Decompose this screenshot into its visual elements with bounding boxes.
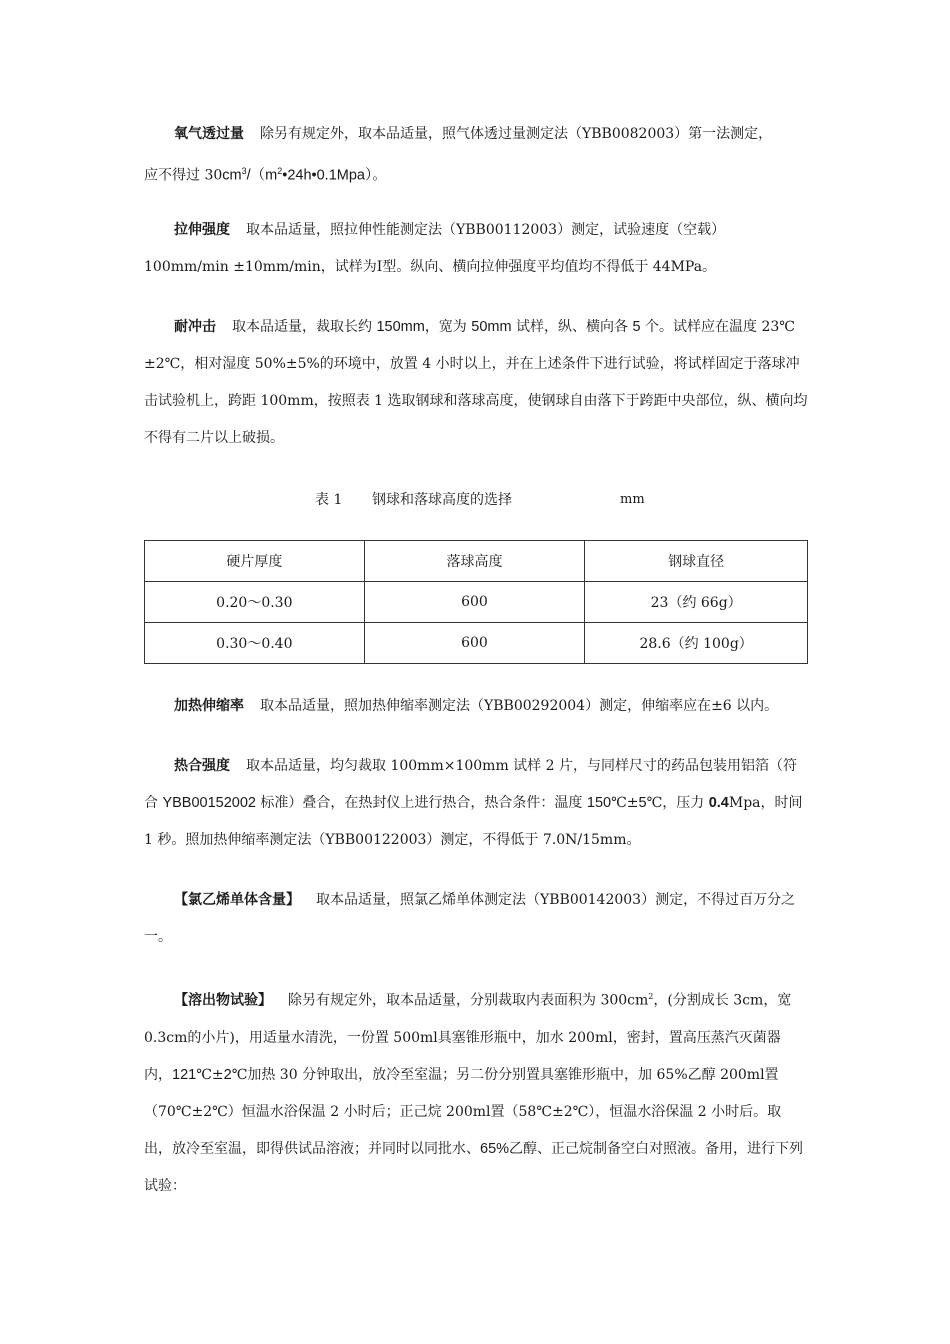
- table-row: [145, 623, 808, 664]
- oxygen-permeability-paragraph: [144, 116, 808, 195]
- table-cell: 28.6（约 100g）: [585, 623, 808, 664]
- vinyl-chloride-text: 取本品适量，照氯乙烯单体测定法（YBB00142003）测定，不得过百万分之一。: [144, 892, 796, 945]
- heat-seal-tolerance: 5: [638, 795, 647, 811]
- impact-resistance-term: 耐冲击: [174, 319, 216, 335]
- impact-length: 150mm: [376, 319, 425, 335]
- heat-shrinkage-term: 加热伸缩率: [174, 698, 244, 714]
- heat-seal-pressure: 0.4: [708, 795, 729, 811]
- extractables-paragraph: [144, 978, 808, 1205]
- heat-seal-temp: 150: [586, 795, 612, 811]
- extractables-text-3: ℃±: [196, 1066, 224, 1083]
- header-thickness: 硬片厚度: [145, 541, 365, 582]
- heat-seal-text-1: 取本品适量，均匀裁取 100mm×100mm 试样 2 片，与同样尺寸的药品包装用铝箔（符合: [144, 758, 797, 811]
- impact-text-2: ，宽为: [424, 319, 472, 335]
- oxygen-permeability-term: 氧气透过量: [174, 126, 244, 142]
- extractables-tolerance: 2: [223, 1066, 232, 1083]
- oxygen-unit-rest: •24h•0.1Mpa）。: [282, 167, 387, 184]
- heat-seal-text-5: Mpa，时间 1 秒。照加热伸缩率测定法（YBB00122003）测定，不得低于 7.0N/15mm。: [144, 795, 803, 848]
- tensile-strength-paragraph: [144, 212, 808, 286]
- table-row: [145, 582, 808, 623]
- extractables-text-2: ，(分割成长 3cm，宽 0.3cm的小片)，用适量水清洗，一份置 500ml具塞锥形瓶中，加水 200ml，密封，置高压蒸汽灭菌器内，: [144, 992, 792, 1083]
- impact-resistance-paragraph: [144, 309, 808, 457]
- ball-height-table: [144, 540, 808, 664]
- extractables-term: 【溶出物试验】: [174, 992, 272, 1009]
- extractables-ethanol-pct: 65%: [480, 1140, 510, 1157]
- impact-width: 50mm: [471, 319, 512, 335]
- oxygen-unit-cm-sup: 3: [241, 166, 247, 176]
- header-drop-height: 落球高度: [364, 541, 585, 582]
- impact-count: 5: [632, 319, 641, 335]
- table-cell: 0.30～0.40: [145, 623, 365, 664]
- vinyl-chloride-paragraph: [144, 882, 808, 956]
- extractables-area-sup: 2: [648, 992, 654, 1001]
- table-caption-unit: mm: [620, 492, 645, 507]
- oxygen-unit-m: /（m: [246, 167, 278, 184]
- oxygen-permeability-limit: 应不得过 30: [144, 167, 223, 184]
- heat-seal-term: 热合强度: [174, 758, 230, 774]
- heat-seal-text-2: 标准）叠合，在热封仪上进行热合，热合条件：温度: [255, 795, 587, 811]
- extractables-text-5: 乙醇、正己烷制备空白对照液。备用，进行下列试验：: [144, 1140, 804, 1194]
- impact-text-4: 个。试样应在温度 23℃±2℃，相对湿度 50%±5%的环境中，放置 4 小时以上，并在上述条件下进行试验，将试样固定于落球冲击试验机上，跨距 100mm，按照表 1 选取钢球和落球高度，使钢球自由落下于跨距中央部位，纵、横向均不得有二片以上破损。: [144, 319, 808, 446]
- impact-text-3: 试样，纵、横向各: [511, 319, 633, 335]
- heat-shrinkage-text: 取本品适量，照加热伸缩率测定法（YBB00292004）测定，伸缩率应在±6 以内。: [260, 698, 779, 714]
- table-cell: 600: [364, 623, 585, 664]
- vinyl-chloride-term: 【氯乙烯单体含量】: [174, 892, 300, 908]
- heat-seal-text-4: ℃，压力: [646, 795, 709, 811]
- tensile-strength-term: 拉伸强度: [174, 222, 230, 238]
- table-header-row: [145, 541, 808, 582]
- oxygen-unit-cm: cm: [222, 167, 242, 184]
- extractables-temp: 121: [172, 1066, 197, 1083]
- table-cell: 600: [364, 582, 585, 623]
- table-caption-title: 钢球和落球高度的选择: [372, 492, 512, 508]
- oxygen-permeability-text: 除另有规定外，取本品适量，照气体透过量测定法（YBB0082003）第一法测定，: [260, 126, 773, 142]
- impact-text-1: 取本品适量，裁取长约: [232, 319, 377, 335]
- tensile-strength-text: 取本品适量，照拉伸性能测定法（YBB00112003）测定，试验速度（空载）100mm/min ±10mm/min，试样为Ⅰ型。纵向、横向拉伸强度平均值均不得低于 44MPa。: [144, 222, 726, 275]
- heat-seal-text-3: ℃±: [611, 795, 639, 811]
- heat-shrinkage-paragraph: [144, 688, 808, 725]
- heat-seal-standard: YBB00152002: [162, 795, 256, 811]
- header-ball-diameter: 钢球直径: [585, 541, 808, 582]
- extractables-text-1: 除另有规定外，取本品适量，分别裁取内表面积为 300cm: [288, 992, 649, 1009]
- heat-seal-paragraph: [144, 748, 808, 859]
- extractables-text-4: ℃加热 30 分钟取出，放冷至室温；另二份分别置具塞锥形瓶中，加 65%乙醇 200ml置（70℃±2℃）恒温水浴保温 2 小时后；正己烷 200ml置（58℃±2℃），恒温水浴保温 2 小时后。取出，放冷至室温，即得供试品溶液；并同时以同批水、: [144, 1066, 782, 1157]
- oxygen-unit-m-sup: 2: [277, 166, 283, 176]
- table-cell: 23（约 66g）: [585, 582, 808, 623]
- table-caption-label: 表 1: [315, 492, 343, 508]
- table-cell: 0.20～0.30: [145, 582, 365, 623]
